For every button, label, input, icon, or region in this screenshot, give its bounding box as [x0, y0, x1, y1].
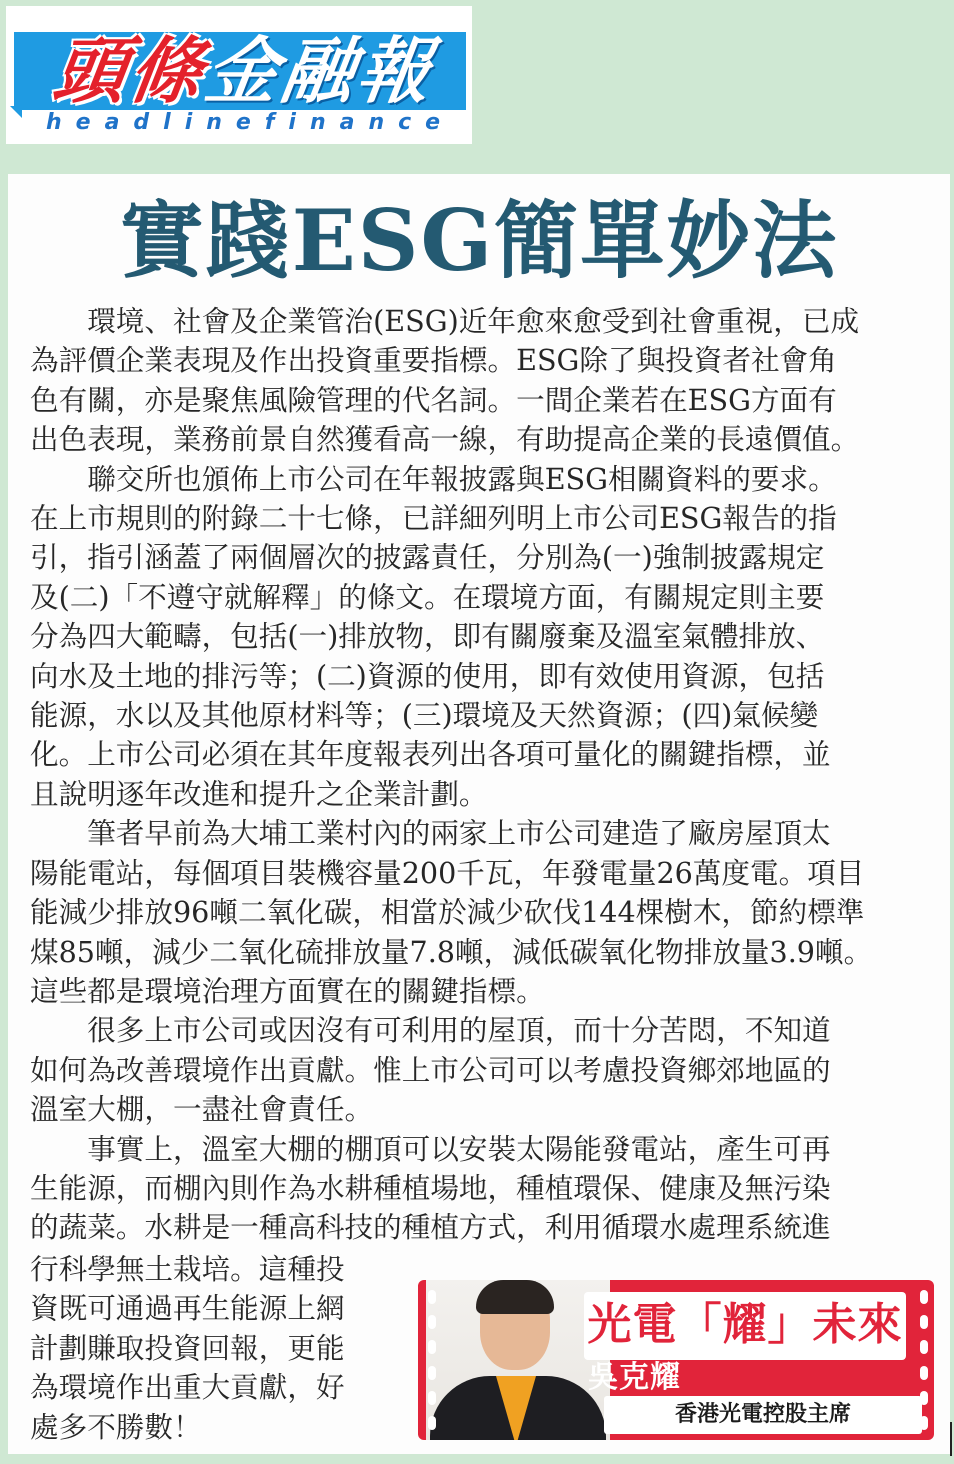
body-line: 能源，水以及其他原材料等；(三)環境及天然資源；(四)氣候變	[30, 698, 819, 733]
author-photo	[426, 1280, 610, 1440]
body-line: 生能源，而棚內則作為水耕種植場地，種植環保、健康及無污染	[30, 1170, 831, 1205]
tail-line: 處多不勝數！	[30, 1409, 202, 1444]
paragraph-2	[30, 460, 930, 815]
column-author: 吳克耀	[588, 1360, 681, 1395]
body-line: 及(二)「不遵守就解釋」的條文。在環境方面，有關規定則主要	[30, 579, 825, 614]
logo-part-red: 頭條	[48, 29, 212, 113]
body-line: 為評價企業表現及作出投資重要指標。ESG除了與投資者社會角	[30, 343, 837, 378]
body-line: 煤85噸，減少二氧化硫排放量7.8噸，減低碳氧化物排放量3.9噸。	[30, 934, 873, 969]
article	[8, 174, 950, 1454]
body-line: 色有關，亦是聚焦風險管理的代名詞。一間企業若在ESG方面有	[30, 382, 837, 417]
paragraph-5	[30, 1130, 930, 1248]
body-line: 筆者早前為大埔工業村內的兩家上市公司建造了廠房屋頂太	[87, 816, 831, 851]
masthead-logo-english: headlinefinance	[46, 110, 455, 135]
paragraph-1	[30, 302, 930, 460]
masthead-logo	[48, 26, 441, 116]
column-author-role: 香港光電控股主席	[674, 1402, 851, 1427]
body-line: 事實上，溫室大棚的棚頂可以安裝太陽能發電站，產生可再	[87, 1131, 831, 1166]
body-line: 這些都是環境治理方面實在的關鍵指標。	[30, 973, 545, 1008]
logo-part-white: 金融報	[200, 29, 440, 113]
tail-line: 為環境作出重大貢獻，好	[30, 1370, 345, 1405]
body-line: 環境、社會及企業管治(ESG)近年愈來愈受到社會重視，已成	[87, 304, 860, 338]
article-headline: 實踐ESG簡單妙法	[119, 191, 839, 290]
body-line: 的蔬菜。水耕是一種高科技的種植方式，利用循環水處理系統進	[30, 1210, 831, 1245]
body-line: 出色表現，業務前景自然獲看高一線，有助提高企業的長遠價值。	[30, 422, 860, 457]
article-tail	[30, 1250, 400, 1447]
body-line: 且說明逐年改進和提升之企業計劃。	[30, 776, 488, 811]
body-line: 向水及土地的排污等；(二)資源的使用，即有效使用資源，包括	[30, 658, 825, 693]
masthead	[6, 6, 472, 144]
body-line: 很多上市公司或因沒有可利用的屋頂，而十分苦悶，不知道	[87, 1013, 831, 1048]
tail-line: 計劃賺取投資回報，更能	[30, 1330, 345, 1365]
body-line: 在上市規則的附錄二十七條，已詳細列明上市公司ESG報告的指	[30, 501, 837, 536]
body-line: 能減少排放96噸二氧化碳，相當於減少砍伐144棵樹木，節約標準	[30, 895, 865, 930]
body-line: 分為四大範疇，包括(一)排放物，即有關廢棄及溫室氣體排放、	[30, 619, 825, 654]
article-body	[30, 302, 930, 1248]
column-byline-box	[418, 1280, 934, 1440]
paragraph-3	[30, 814, 930, 1011]
body-line: 陽能電站，每個項目裝機容量200千瓦，年發電量26萬度電。項目	[30, 855, 865, 890]
edge-mark	[950, 1422, 952, 1456]
body-line: 聯交所也頒佈上市公司在年報披露與ESG相關資料的要求。	[87, 461, 837, 496]
tail-line: 行科學無土栽培。這種投	[30, 1252, 345, 1286]
body-line: 化。上市公司必須在其年度報表列出各項可量化的關鍵指標，並	[30, 737, 831, 772]
photo-hair	[476, 1280, 554, 1314]
column-title: 光電「耀」未來	[587, 1299, 903, 1350]
tail-line: 資既可通過再生能源上網	[30, 1291, 345, 1326]
body-line: 引，指引涵蓋了兩個層次的披露責任，分別為(一)強制披露規定	[30, 540, 825, 575]
perforation-left	[428, 1290, 438, 1430]
body-line: 溫室大棚，一盡社會責任。	[30, 1092, 374, 1127]
paragraph-4	[30, 1011, 930, 1129]
perforation-right	[920, 1290, 930, 1430]
masthead-band-fold	[10, 106, 22, 118]
body-line: 如何為改善環境作出貢獻。惟上市公司可以考慮投資鄉郊地區的	[30, 1052, 831, 1087]
